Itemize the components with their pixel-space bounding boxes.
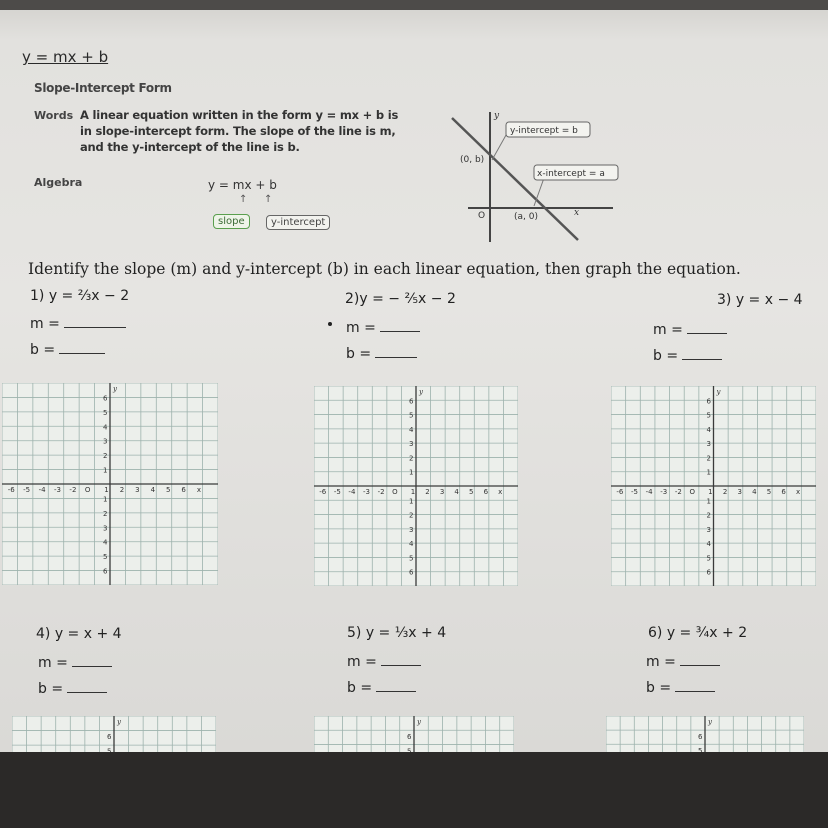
x-tick-label: x: [498, 488, 503, 496]
x-tick-label: O: [689, 488, 696, 496]
y-tick-label: 4: [103, 538, 108, 547]
instructions: Identify the slope (m) and y-intercept (b) in each linear equation, then graph the equation.: [28, 260, 741, 278]
y-tick-label: 1: [103, 466, 108, 475]
x-tick-label: 6: [483, 488, 489, 496]
problem-1-equation: 1) y = ⅔x − 2: [30, 288, 130, 304]
answer-blank[interactable]: [682, 348, 722, 360]
arrow-up-icon: ↑: [239, 194, 248, 205]
origin-label: O: [478, 211, 486, 221]
browser-edge: [0, 0, 828, 10]
words-line: in slope-intercept form. The slope of the line is m,: [80, 124, 396, 138]
answer-blank[interactable]: [675, 680, 715, 692]
problem-4-equation: 4) y = x + 4: [36, 626, 122, 642]
x-tick-label: -6: [7, 486, 15, 494]
y-axis-label: y: [708, 718, 712, 726]
b-label: b =: [646, 680, 672, 696]
b-label: b =: [30, 342, 56, 358]
y-tick-label: 1: [103, 495, 108, 504]
y-tick-label: 4: [706, 425, 711, 434]
answer-m-6[interactable]: [646, 654, 720, 670]
point-0-b: (0, b): [460, 155, 485, 165]
algebra-equation: y = mx + b: [208, 178, 277, 192]
y-tick-label: 5: [103, 553, 108, 562]
b-label: b =: [347, 680, 373, 696]
y-intercept-tag: y-intercept: [266, 215, 330, 230]
y-tick-label: 4: [409, 425, 414, 434]
answer-b-1[interactable]: [30, 342, 105, 358]
y-tick-label: 5: [706, 411, 711, 420]
y-axis-label: y: [716, 388, 721, 396]
y-tick-label: 3: [409, 525, 414, 534]
y-tick-label: 2: [409, 454, 414, 463]
x-tick-label: 1: [410, 488, 416, 496]
intercept-diagram: [448, 108, 628, 248]
x-tick-label: 6: [181, 486, 186, 494]
x-tick-label: 1: [104, 486, 109, 494]
chromeos-shelf: [0, 752, 828, 828]
answer-blank[interactable]: [680, 654, 720, 666]
y-tick-label: 2: [409, 511, 414, 520]
x-tick-label: -2: [674, 488, 682, 496]
b-label: b =: [653, 348, 679, 364]
answer-m-1[interactable]: [30, 316, 126, 332]
answer-blank[interactable]: [375, 346, 417, 358]
answer-blank[interactable]: [376, 680, 416, 692]
x-tick-label: 4: [752, 488, 757, 496]
y-axis-label: y: [417, 718, 421, 726]
slope-tag: slope: [213, 214, 250, 229]
answer-m-3[interactable]: [653, 322, 727, 338]
y-tick-label: 3: [103, 437, 108, 446]
problem-6-equation: 6) y = ¾x + 2: [648, 625, 748, 641]
m-label: m =: [30, 316, 60, 332]
problem-3-equation: 3) y = x − 4: [717, 292, 803, 308]
y-tick-label: 5: [409, 554, 414, 563]
coordinate-grid-4[interactable]: [12, 716, 216, 752]
y-axis-label: y: [113, 385, 117, 393]
x-tick-label: -3: [660, 488, 668, 496]
x-tick-label: -4: [38, 486, 46, 494]
y-tick-label: 6: [103, 567, 108, 576]
x-tick-label: -2: [377, 488, 385, 496]
answer-m-4[interactable]: [38, 655, 112, 671]
x-tick-label: 6: [781, 488, 786, 496]
x-tick-label: -6: [616, 488, 624, 496]
problem-2-equation: 2)y = − ⅖x − 2: [345, 291, 456, 307]
x-tick-label: -2: [69, 486, 77, 494]
y-axis-label: y: [117, 718, 121, 726]
y-tick-label: 6: [407, 733, 412, 741]
y-tick-label: 1: [409, 468, 414, 477]
x-tick-label: 3: [439, 488, 445, 496]
y-tick-label: 4: [103, 423, 108, 432]
x-axis-label: x: [574, 208, 580, 218]
answer-blank[interactable]: [381, 654, 421, 666]
coordinate-grid-6[interactable]: [606, 716, 804, 752]
x-tick-label: 4: [150, 486, 156, 494]
x-tick-label: -6: [319, 488, 327, 496]
y-tick-label: 2: [103, 509, 108, 518]
y-tick-label: 6: [706, 397, 711, 406]
y-tick-label: 6: [409, 397, 414, 406]
x-intercept-label: x-intercept = a: [537, 169, 605, 179]
x-tick-label: 5: [469, 488, 474, 496]
y-tick-label: 2: [706, 511, 711, 520]
x-tick-label: x: [796, 488, 801, 496]
coordinate-grid-1[interactable]: [2, 383, 218, 585]
words-line: A linear equation written in the form y = mx + b is: [80, 108, 399, 122]
m-label: m =: [346, 320, 376, 336]
y-tick-label: 6: [107, 733, 112, 741]
x-tick-label: 3: [135, 486, 140, 494]
y-tick-label: 1: [706, 497, 711, 506]
y-tick-label: 1: [706, 468, 711, 477]
title-formula: y = mx + b: [22, 48, 109, 66]
x-tick-label: O: [84, 486, 91, 494]
y-tick-label: 6: [103, 394, 108, 403]
y-tick-label: 5: [103, 408, 108, 417]
x-tick-label: -5: [630, 488, 638, 496]
answer-b-5[interactable]: [347, 680, 416, 696]
answer-b-6[interactable]: [646, 680, 715, 696]
m-label: m =: [653, 322, 683, 338]
problem-5-equation: 5) y = ⅓x + 4: [347, 625, 447, 641]
answer-b-3[interactable]: [653, 348, 722, 364]
words-label: Words: [34, 109, 74, 122]
y-tick-label: 5: [706, 554, 711, 563]
answer-blank[interactable]: [64, 316, 126, 328]
x-tick-label: 3: [737, 488, 742, 496]
x-tick-label: 5: [166, 486, 171, 494]
x-tick-label: 5: [766, 488, 772, 496]
coordinate-grid-2[interactable]: [314, 386, 518, 586]
y-tick-label: 6: [698, 733, 703, 741]
x-tick-label: x: [196, 486, 202, 494]
y-tick-label: 3: [706, 440, 711, 449]
y-tick-label: 4: [409, 540, 414, 549]
answer-b-2[interactable]: [346, 346, 417, 362]
answer-blank[interactable]: [72, 655, 112, 667]
y-tick-label: 1: [409, 497, 414, 506]
x-tick-label: -5: [333, 488, 341, 496]
answer-blank[interactable]: [687, 322, 727, 334]
answer-m-5[interactable]: [347, 654, 421, 670]
x-tick-label: 4: [454, 488, 459, 496]
x-tick-label: -4: [645, 488, 653, 496]
y-tick-label: 3: [706, 525, 711, 534]
b-label: b =: [346, 346, 372, 362]
coordinate-grid-5[interactable]: [314, 716, 514, 752]
y-tick-label: 2: [706, 454, 711, 463]
x-tick-label: 2: [722, 488, 728, 496]
y-tick-label: 3: [103, 524, 108, 533]
x-tick-label: 2: [119, 486, 125, 494]
algebra-label: Algebra: [34, 176, 83, 189]
y-tick-label: 6: [706, 568, 711, 577]
y-tick-label: 4: [706, 540, 711, 549]
y-axis-label: y: [419, 388, 423, 396]
coordinate-grid-3[interactable]: [611, 386, 816, 586]
answer-m-2[interactable]: [346, 320, 420, 336]
ink-dot: [328, 322, 332, 326]
m-label: m =: [646, 654, 676, 670]
words-line: and the y-intercept of the line is b.: [80, 140, 300, 154]
words-definition: [80, 107, 425, 155]
y-tick-label: 5: [409, 411, 414, 420]
point-a-0: (a, 0): [514, 212, 538, 222]
x-tick-label: -5: [23, 486, 31, 494]
answer-b-4[interactable]: [38, 681, 107, 697]
y-axis-label: y: [494, 111, 500, 121]
x-tick-label: O: [392, 488, 398, 496]
x-tick-label: 1: [708, 488, 713, 496]
y-tick-label: 3: [409, 440, 414, 449]
x-tick-label: -3: [363, 488, 370, 496]
answer-blank[interactable]: [380, 320, 420, 332]
y-intercept-label: y-intercept = b: [510, 126, 578, 136]
arrow-up-icon: ↑: [264, 194, 273, 205]
x-tick-label: -4: [348, 488, 356, 496]
m-label: m =: [347, 654, 377, 670]
y-tick-label: 2: [103, 452, 108, 461]
y-tick-label: 6: [409, 568, 414, 577]
b-label: b =: [38, 681, 64, 697]
x-tick-label: 2: [425, 488, 430, 496]
x-tick-label: -3: [54, 486, 61, 494]
answer-blank[interactable]: [59, 342, 105, 354]
answer-blank[interactable]: [67, 681, 107, 693]
m-label: m =: [38, 655, 68, 671]
concept-heading: Slope-Intercept Form: [34, 81, 172, 95]
